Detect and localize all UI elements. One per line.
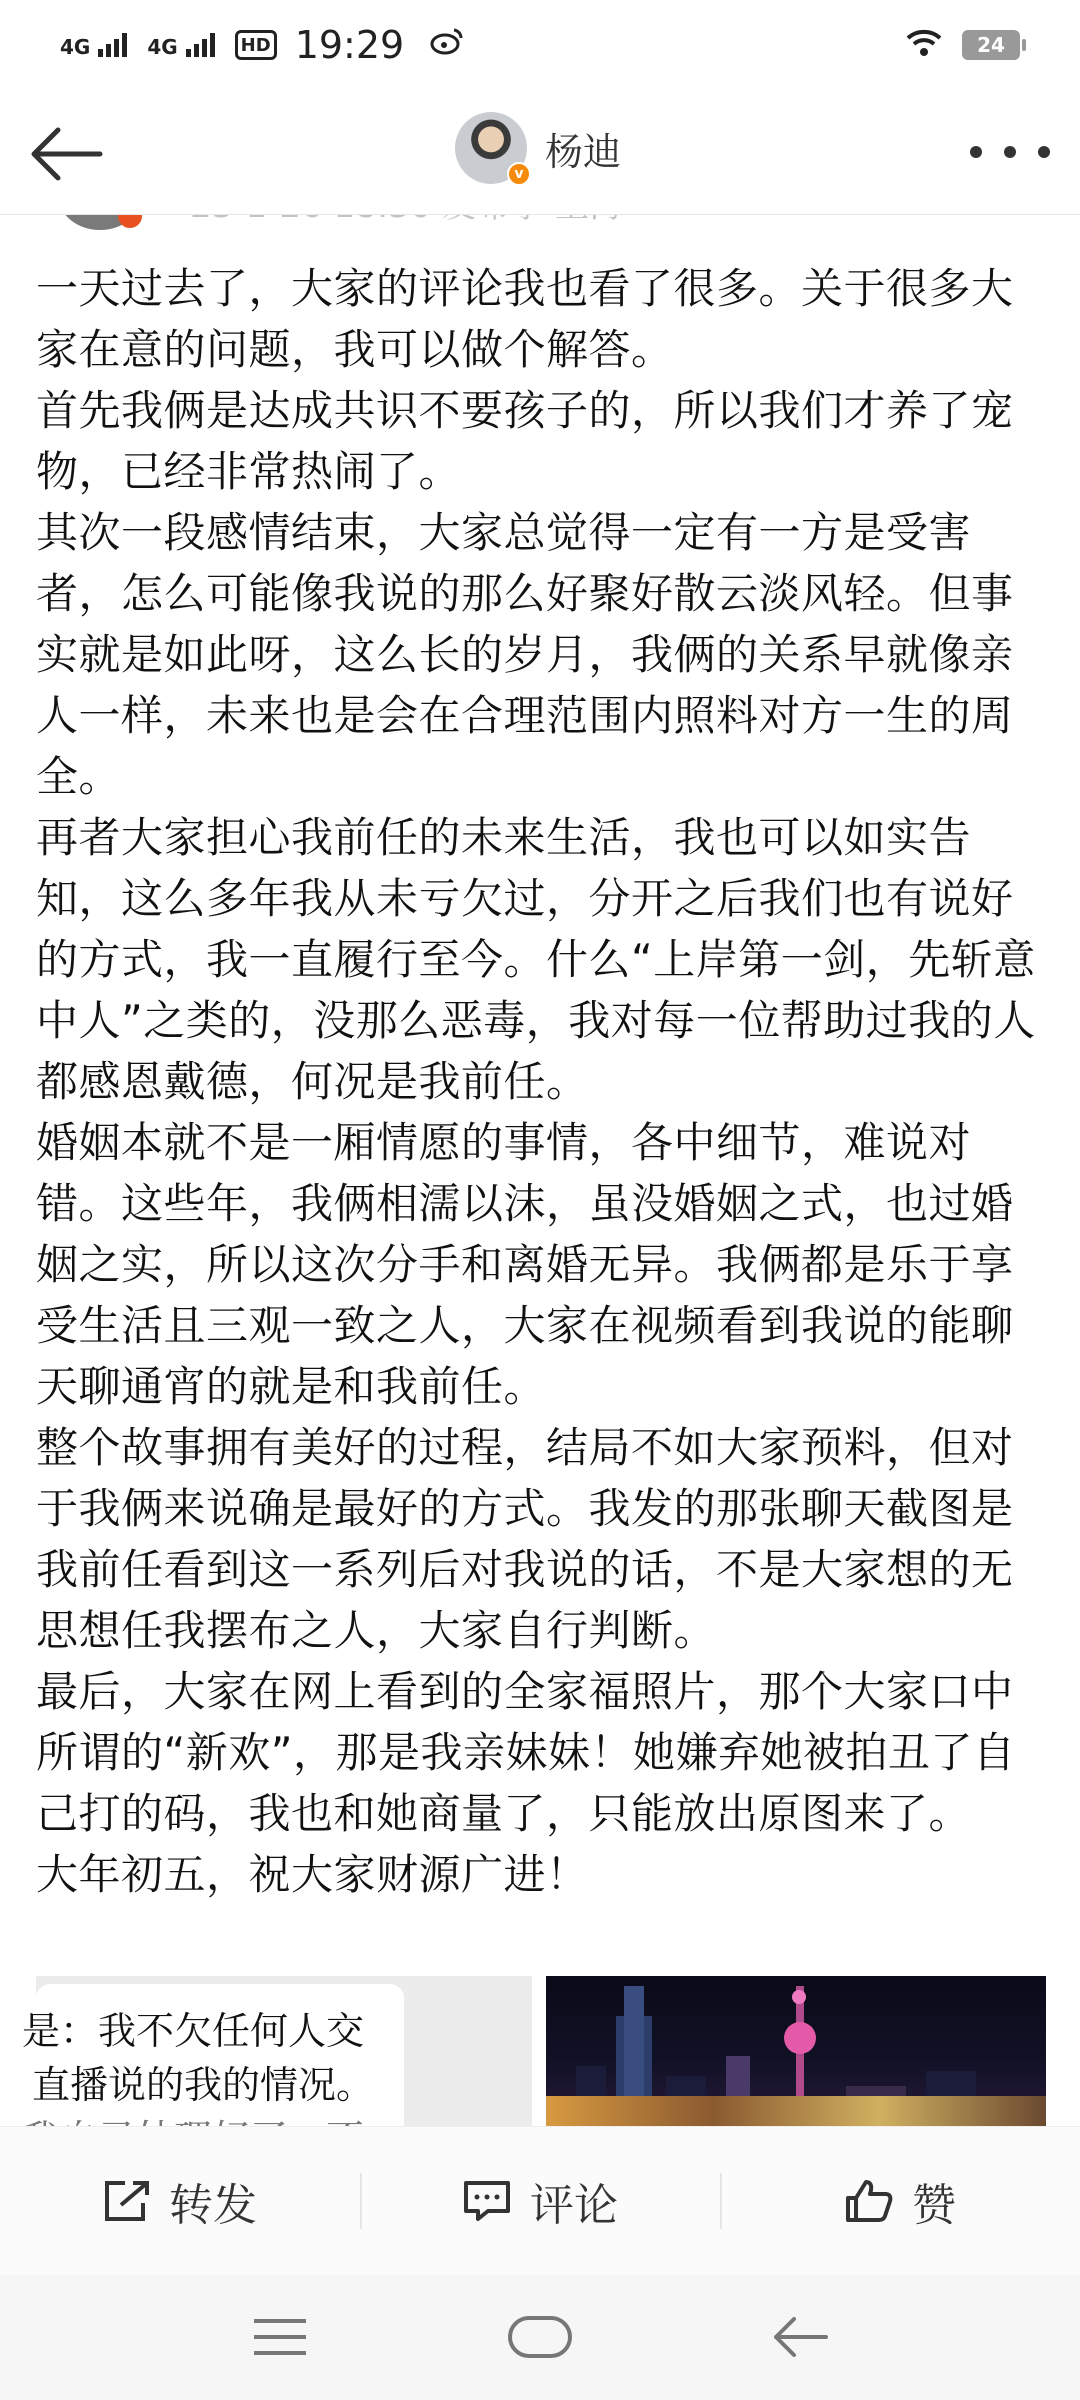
signal-bars-icon — [186, 33, 215, 57]
share-icon — [103, 2179, 151, 2223]
more-dots-icon — [1038, 146, 1050, 158]
wifi-icon — [904, 23, 944, 67]
signal-1 — [60, 33, 127, 57]
chat-line: 直播说的我的情况。 — [32, 2063, 375, 2107]
system-navigation-bar — [0, 2274, 1080, 2400]
nav-bar — [0, 90, 1080, 215]
home-icon — [507, 2315, 573, 2359]
post-paragraph: 其次一段感情结束，大家总觉得一定有一方是受害者，怎么可能像我说的那么好聚好散云淡风轻。但事实就是如此呀，这么长的岁月，我俩的关系早就像亲人一样，未来也是会在合理范围内照料对方一生的周全。 — [36, 508, 1014, 801]
post-paragraph: 首先我俩是达成共识不要孩子的，所以我们才养了宠物，已经非常热闹了。 — [36, 386, 1014, 496]
action-bar — [0, 2126, 1080, 2274]
signal-2-label: 4G — [147, 35, 178, 59]
back-arrow-icon — [28, 126, 104, 182]
more-dots-icon — [1004, 146, 1016, 158]
back-icon — [772, 2315, 828, 2359]
repost-label: 转发 — [169, 2179, 257, 2231]
status-bar — [0, 0, 1080, 90]
chat-screenshot-image[interactable] — [22, 1976, 532, 2126]
verified-badge: v — [507, 162, 531, 186]
city-night-photo[interactable] — [546, 1976, 1046, 2126]
post-paragraph: 再者大家担心我前任的未来生活，我也可以如实告知，这么多年我从未亏欠过，分开之后我们也有说好的方式，我一直履行至今。什么“上岸第一剑，先斩意中人”之类的，没那么恶毒，我对每一位帮助过我的人都感恩戴德，何况是我前任。 — [36, 813, 1036, 1106]
more-dots-icon — [970, 146, 982, 158]
sys-home-button[interactable] — [495, 2302, 585, 2372]
status-time: 19:29 — [294, 23, 405, 67]
comment-label: 评论 — [530, 2179, 618, 2231]
avatar[interactable] — [455, 112, 527, 184]
post-images — [22, 1976, 1046, 2126]
chat-bubble — [22, 1984, 404, 2144]
nav-username[interactable]: 杨迪 — [545, 129, 622, 174]
chat-line: 是：我不欠任何人交 — [22, 2009, 365, 2053]
weibo-notification-icon — [430, 26, 464, 64]
post-paragraph: 大年初五，祝大家财源广进！ — [36, 1850, 589, 1899]
back-button[interactable] — [28, 116, 104, 192]
hd-badge: HD — [235, 30, 277, 60]
like-label: 赞 — [912, 2179, 956, 2231]
sys-back-button[interactable] — [755, 2302, 845, 2372]
signal-1-label: 4G — [60, 35, 91, 59]
like-button[interactable] — [720, 2127, 1080, 2274]
post-paragraph: 整个故事拥有美好的过程，结局不如大家预料，但对于我俩来说确是最好的方式。我发的那张聊天截图是我前任看到这一系列后对我说的话，不是大家想的无思想任我摆布之人，大家自行判断。 — [36, 1423, 1014, 1655]
signal-2 — [147, 33, 214, 57]
comment-button[interactable] — [360, 2127, 720, 2274]
comment-icon — [462, 2179, 512, 2223]
repost-button[interactable] — [0, 2127, 360, 2274]
post-paragraph: 一天过去了，大家的评论我也看了很多。关于很多大家在意的问题，我可以做个解答。 — [36, 264, 1014, 374]
post-body — [36, 258, 1046, 1905]
status-right — [904, 23, 1020, 67]
menu-icon — [252, 2317, 308, 2357]
post-paragraph: 婚姻本就不是一厢情愿的事情，各中细节，难说对错。这些年，我俩相濡以沫，虽没婚姻之式，也过婚姻之实，所以这次分手和离婚无异。我俩都是乐于享受生活且三观一致之人，大家在视频看到我说的能聊天聊通宵的就是和我前任。 — [36, 1118, 1014, 1411]
sys-menu-button[interactable] — [235, 2302, 325, 2372]
nav-user[interactable] — [455, 112, 621, 184]
battery-icon: 24 — [962, 30, 1020, 60]
signal-bars-icon — [98, 33, 127, 57]
thumbs-up-icon — [844, 2178, 894, 2224]
more-button[interactable] — [970, 130, 1050, 174]
post-paragraph: 最后，大家在网上看到的全家福照片，那个大家口中所谓的“新欢”，那是我亲妹妹！她嫌弃她被拍丑了自己打的码，我也和她商量了，只能放出原图来了。 — [36, 1667, 1016, 1838]
